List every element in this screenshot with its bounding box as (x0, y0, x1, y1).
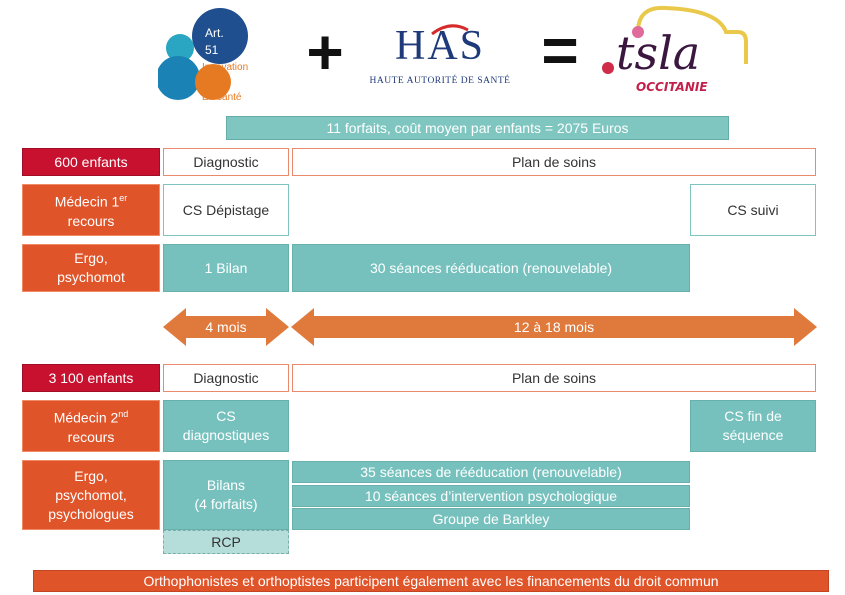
section2-cs-fin-line2: séquence (722, 427, 784, 443)
art51-logo (158, 6, 258, 106)
tsla-logo-subtitle: OCCITANIE (636, 80, 708, 94)
section2-cs-diag-line1: CS (216, 408, 236, 424)
section1-cs-suivi-box: CS suivi (690, 184, 816, 236)
arrow-12-18-mois-label: 12 à 18 mois (513, 319, 595, 335)
section2-ergo-label-line1: Ergo, (74, 467, 108, 484)
section2-plan-box: Plan de soins (292, 364, 816, 392)
section2-bilans-line1: Bilans (206, 477, 246, 493)
section2-ergo-label-line3: psychologues (48, 505, 134, 522)
section2-diagnostic-box: Diagnostic (163, 364, 289, 392)
art51-text-innovation: Innovation (202, 62, 249, 73)
section1-ergo-label-line2: psychomot (57, 269, 125, 285)
section2-cs-fin-line1: CS fin de (724, 408, 782, 424)
section2-seances-psy-box: 10 séances d’intervention psychologique (292, 485, 690, 507)
section1-ergo-label-line1: Ergo, (74, 250, 108, 266)
section2-seances-reeducation-box: 35 séances de rééducation (renouvelable) (292, 461, 690, 483)
art51-text-number: 51 (205, 43, 219, 57)
section1-bilan-box: 1 Bilan (163, 244, 289, 292)
bottom-banner: Orthophonistes et orthoptistes participent également avec les financements du droit commun (33, 570, 829, 592)
section1-medecin-label-line1: Médecin 1er (54, 193, 128, 210)
tsla-logo-mark: tsla (616, 26, 701, 80)
section2-count-label: 3 100 enfants (22, 364, 160, 392)
section2-cs-diagnostiques-box (163, 400, 289, 452)
has-logo (360, 22, 520, 92)
section2-bilans-box (163, 460, 289, 530)
tsla-logo (598, 2, 748, 102)
section1-medecin-label-line2: recours (67, 212, 115, 229)
art51-text-sante: En santé (202, 92, 242, 103)
section2-bilans-line2: (4 forfaits) (194, 496, 258, 512)
section2-cs-fin-sequence-box (690, 400, 816, 452)
section2-barkley-box: Groupe de Barkley (292, 508, 690, 530)
section2-medecin-label-line2: recours (67, 428, 115, 445)
section1-count-label: 600 enfants (22, 148, 160, 176)
section1-seances-box: 30 séances rééducation (renouvelable) (292, 244, 690, 292)
plus-sign: + (306, 16, 344, 88)
section2-medecin-label-line1: Médecin 2nd (53, 409, 129, 426)
section2-cs-diag-line2: diagnostiques (182, 427, 270, 443)
has-logo-subtitle: HAUTE AUTORITÉ DE SANTÉ (369, 76, 511, 86)
arrow-4-mois-label: 4 mois (205, 319, 247, 335)
art51-text-art: Art. (205, 26, 224, 40)
section1-medecin-label (22, 184, 160, 236)
section2-ergo-label (22, 460, 160, 530)
section1-ergo-label (22, 244, 160, 292)
section2-medecin-label (22, 400, 160, 452)
has-swoosh-icon (430, 22, 470, 36)
top-banner: 11 forfaits, coût moyen par enfants = 2075 Euros (226, 116, 729, 140)
section1-plan-box: Plan de soins (292, 148, 816, 176)
section2-ergo-label-line2: psychomot, (55, 486, 127, 503)
has-logo-mark: HAS (394, 23, 486, 69)
section1-diagnostic-box: Diagnostic (163, 148, 289, 176)
section1-cs-depistage-box: CS Dépistage (163, 184, 289, 236)
equals-sign: = (541, 14, 579, 86)
section2-rcp-box: RCP (163, 530, 289, 554)
